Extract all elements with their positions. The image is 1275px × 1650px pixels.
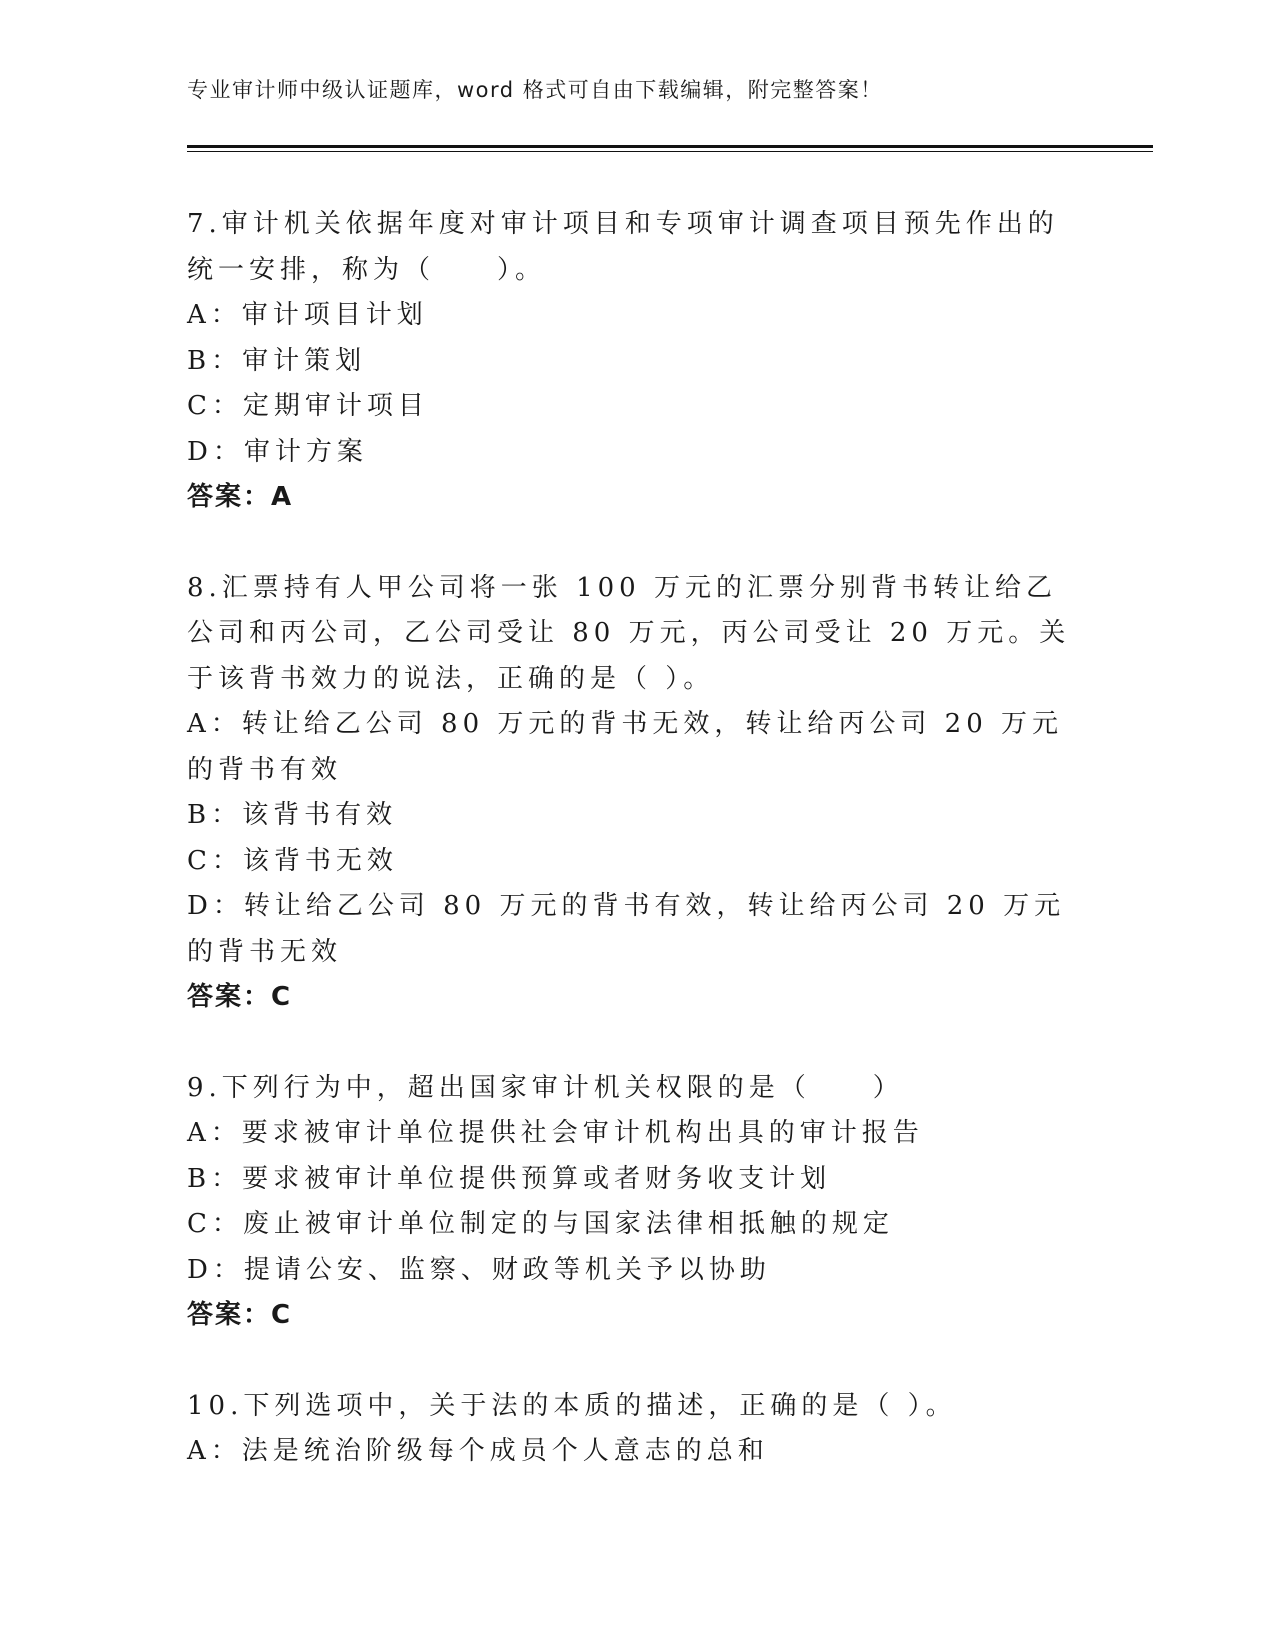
question-7 bbox=[187, 202, 1087, 521]
question-list bbox=[187, 202, 1087, 1520]
option-a: A：法是统治阶级每个成员个人意志的总和 bbox=[187, 1436, 769, 1466]
question-8 bbox=[187, 566, 1087, 1021]
header-rule-thin bbox=[187, 151, 1153, 152]
question-10 bbox=[187, 1384, 1087, 1475]
option-a: A：审计项目计划 bbox=[187, 300, 428, 330]
option-a: A：转让给乙公司 80 万元的背书无效，转让给丙公司 20 万元的背书有效 bbox=[187, 709, 1064, 785]
question-stem: 10.下列选项中，关于法的本质的描述，正确的是（ ）。 bbox=[187, 1390, 957, 1421]
question-stem: 8.汇票持有人甲公司将一张 100 万元的汇票分别背书转让给乙公司和丙公司，乙公司受让 80 万元，丙公司受让 20 万元。关于该背书效力的说法，正确的是（ ）。 bbox=[187, 572, 1071, 694]
option-d: D：转让给乙公司 80 万元的背书有效，转让给丙公司 20 万元的背书无效 bbox=[187, 891, 1066, 967]
option-d: D：审计方案 bbox=[187, 436, 368, 467]
option-b: B：要求被审计单位提供预算或者财务收支计划 bbox=[187, 1163, 832, 1194]
option-c: C：定期审计项目 bbox=[187, 391, 429, 421]
document-header: 专业审计师中级认证题库，word 格式可自由下载编辑，附完整答案！ bbox=[187, 78, 883, 102]
option-b: B：审计策划 bbox=[187, 345, 367, 376]
option-c: C：废止被审计单位制定的与国家法律相抵触的规定 bbox=[187, 1209, 894, 1239]
answer-line: 答案：C bbox=[187, 982, 293, 1012]
answer-line: 答案：C bbox=[187, 1300, 293, 1330]
question-stem: 9.下列行为中，超出国家审计机关权限的是（ ） bbox=[187, 1072, 904, 1103]
option-c: C：该背书无效 bbox=[187, 845, 398, 876]
option-a: A：要求被审计单位提供社会审计机构出具的审计报告 bbox=[187, 1118, 924, 1148]
option-b: B：该背书有效 bbox=[187, 800, 398, 830]
question-stem: 7.审计机关依据年度对审计项目和专项审计调查项目预先作出的统一安排，称为（ ）。 bbox=[187, 209, 1059, 285]
header-rule-thick bbox=[187, 145, 1153, 148]
option-d: D：提请公安、监察、财政等机关予以协助 bbox=[187, 1254, 771, 1285]
answer-line: 答案：A bbox=[187, 482, 294, 512]
question-9 bbox=[187, 1066, 1087, 1339]
